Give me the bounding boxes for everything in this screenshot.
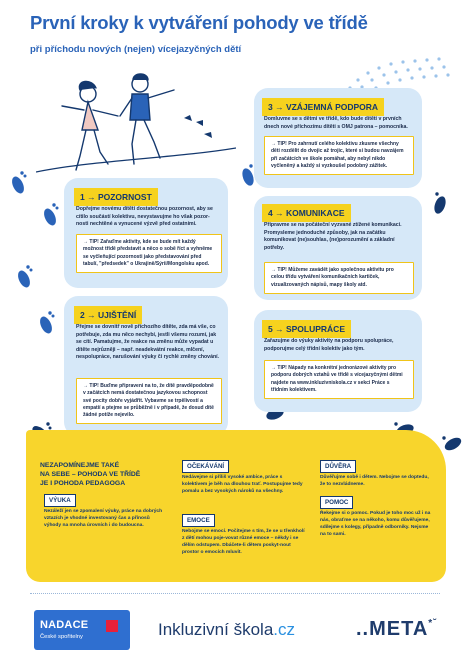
tip-box: → TIP! Zařaďme aktivity, kde se bude mít každý možnost třídě představit a něco o sobě říct a vyhněme se vyčleňující pozornosti jako představování před tabulí, "předsedek" o Ukrajině/Sýrii/Mongolsku apod.: [76, 234, 222, 273]
footprint-icon: [12, 262, 36, 290]
tip-box: → TIP! Můžeme zavádět jako společnou aktivitu pro celou třídu vytváření komunikačních kartiček, vizualizovaných nápisů, mapy školy atd.: [264, 262, 414, 294]
nadace-logo-sub: České spořitelny: [40, 634, 83, 640]
label-text: Řekejme si o pomoc. Pokud je toho moc už i na nás, obraťme se na někoho, komu důvěřujeme, sdílejme s kolegy, případně odborníky. Nejsme na to sami.: [320, 511, 431, 538]
label-text: Nedávejme si příliš vysoké ambice, práce s kolektivem je běh na dlouhou trať. Postupujme tedy pomalu a bez vysokých nároků na všechny.: [182, 475, 303, 495]
tip-box: → TIP! Pro zahrnutí celého kolektivu zkusme všechny děti rozdělit do dvojic až trojic, které si budou navzájem při začátcích ve škole pomáhat, aby nebyl nikdo vyčleněný a každý si vyzkoušel podobný zážitek.: [264, 136, 414, 175]
decorative-dots: [342, 24, 458, 94]
card-text: Domluvme se s dětmi ve třídě, kdo bude dítěti v prvních dnech nové příchozímu dítěti s OMJ patrona – pomocníka.: [264, 116, 408, 130]
footprint-icon: [6, 168, 30, 196]
label-text: Nebojme se emocí. Počítejme s tím, že se u třenkholí z dětí mohou poje-vovat různé emoce – někdy i se dělím odstupem. Dbáčete-li dětem poskyt-nout prostor o emocích mluvit.: [182, 529, 305, 556]
card-heading: 5 → SPOLUPRÁCE: [262, 320, 351, 338]
label-vyuka: VÝUKA: [44, 494, 76, 507]
meta-logo: [356, 618, 438, 641]
inkluzivni-skola-logo: [158, 620, 295, 640]
label-text: Důvěřujme sobě i dětem. Nebojme se doptedu, že to nezvládneme.: [320, 475, 429, 488]
card-text: Připravme se na počáteční vyzvané ztížené komunikaci. Promysleme jednoduché způsoby, jak na začátku komunikovat (ne)souhlas, (ne)porozumění a základní potřeby.: [264, 222, 402, 251]
children-tightrope-illustration: [36, 60, 236, 190]
label-ocekavani: OČEKÁVÁNÍ: [182, 460, 229, 473]
card-heading: 1 → POZORNOST: [74, 188, 158, 206]
tip-box: → TIP! Buďme připraveni na to, že dítě pravděpodobně v začátcích nemá dostatečnou jazykovou schopnost své pocity dobře vyjádřit. Vybavme se trpělivostí a empatií a ptejme se průběžně i v případě, že dosud dítě žádné potíže nejevilo.: [76, 378, 222, 424]
nadace-logo: [34, 610, 130, 650]
label-pomoc: POMOC: [320, 496, 353, 509]
meta-logo-text: ..META: [356, 618, 429, 640]
card-text: Zařazujme do výuky aktivity na podporu spolupráce, podporujme celý třídní kolektiv jako tým.: [264, 338, 394, 352]
footprint-icon: [38, 200, 62, 228]
page-subtitle: při příchodu nových (nejen) vícejazyčných dětí: [30, 44, 242, 55]
logo-tld-text: .cz: [273, 620, 296, 639]
card-heading: 3 → VZÁJEMNÁ PODPORA: [262, 98, 384, 116]
heading-line: NEZAPOMÍNEJME TAKÉ: [40, 462, 120, 469]
nadace-logo-mark-icon: [106, 620, 118, 632]
label-text: Nezáleží jen se zpomalení výuky, práce na dobrých vztazích je vhodné investovaný čas a přínosů výhody na mnoha úrovních i do budoucna.: [44, 509, 163, 529]
tip-box: → TIP! Nápady na konkrétní jednorázové aktivity pro podporu dobrých vztahů ve třídě s vícejazyčnými dětmi najdete na www.inkluzivniskola.cz v sekci Práce s třídním kolektivem.: [264, 360, 414, 399]
teacher-wellbeing-section: [26, 430, 446, 582]
label-duvera: DŮVĚRA: [320, 460, 356, 473]
card-heading: 2 → UJIŠTĚNÍ: [74, 306, 142, 324]
footer-divider: [30, 593, 440, 594]
section-heading: [40, 462, 180, 488]
heading-line: JE I POHODA PEDAGOGA: [40, 479, 126, 487]
card-heading: 4 → KOMUNIKACE: [262, 204, 351, 222]
footprint-icon: [428, 190, 452, 216]
page-title: První kroky k vytváření pohody ve třídě: [30, 12, 368, 33]
footprint-icon: [34, 308, 58, 336]
logo-main-text: Inkluzivní škola: [158, 620, 274, 639]
card-text: Přejme se dovnitř nově příchozího dítěte, zda má vše, co potřebuje, zda mu něco nechybí, jestli všemu rozumí, jak se cítí. Pamatujme, že reakce na změnu může vypadat u dítěte nejrůzněji – např. neadekvátní reakce, mlčení, nespolupráce, narušování výuky či rychlé změny chování.: [76, 324, 220, 361]
heading-line: NA SEBE – POHODA VE TŘÍDĚ: [40, 470, 141, 478]
meta-logo-star-icon: *˘: [428, 618, 438, 629]
nadace-logo-name: NADACE: [40, 619, 89, 631]
card-text: Dopřejme novému dítěti dostatečnou pozornost, aby se cítilo součástí kolektivu, nevystavujme ho však pozor-nosti nechtěné a vynucené výzvě před ostatními.: [76, 206, 213, 228]
footprint-icon: [440, 430, 466, 454]
label-emoce: EMOCE: [182, 514, 215, 527]
